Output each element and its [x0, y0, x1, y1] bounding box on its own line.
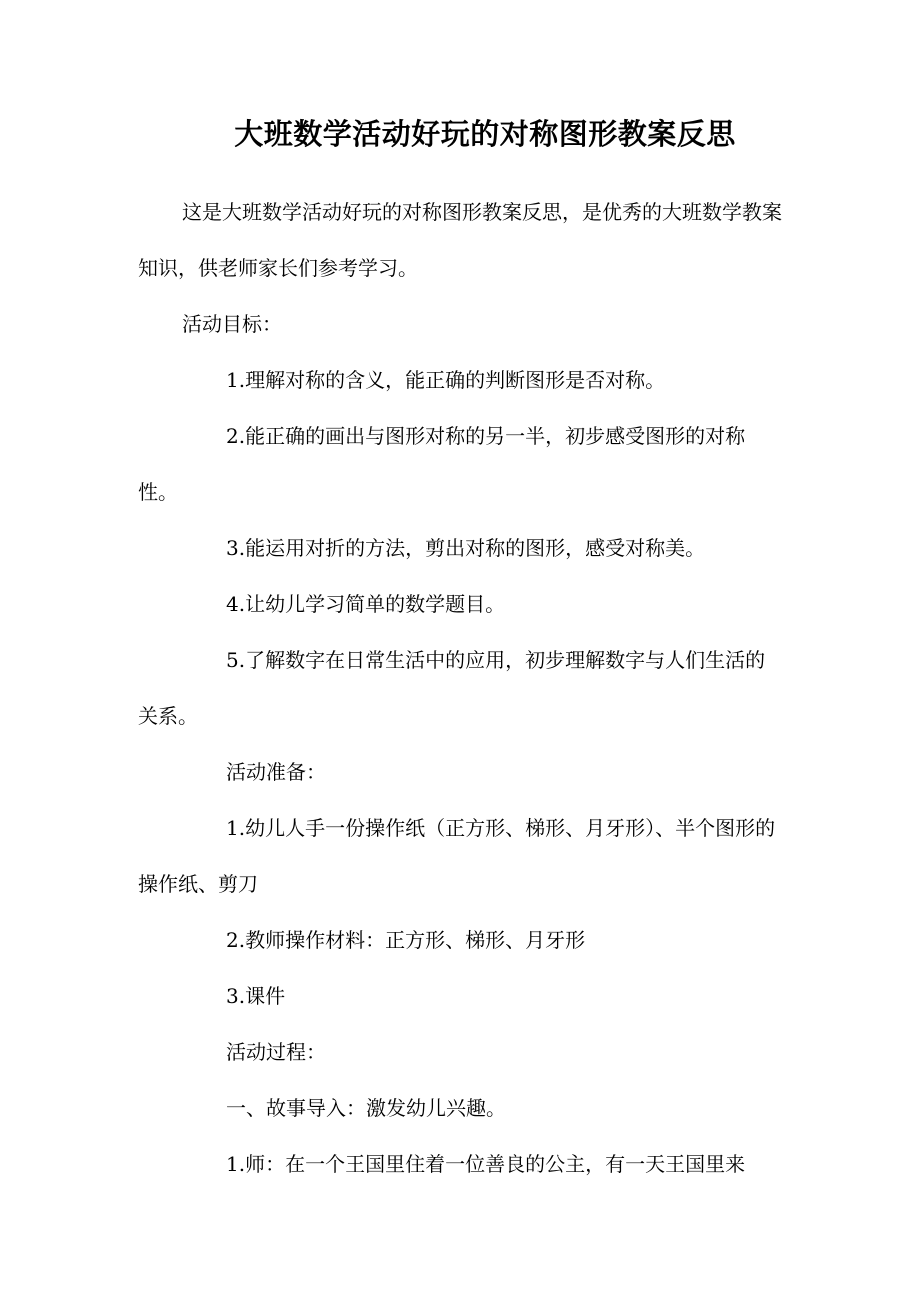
paragraph-goal-4: 4.让幼儿学习简单的数学题目。: [226, 592, 506, 616]
paragraph-process-heading: 活动过程：: [226, 1040, 326, 1064]
paragraph-prep-2: 2.教师操作材料：正方形、梯形、月牙形: [226, 928, 586, 952]
paragraph-goal-3: 3.能运用对折的方法，剪出对称的图形，感受对称美。: [226, 536, 706, 560]
paragraph-prep-3: 3.课件: [226, 984, 286, 1008]
paragraph-process-step-1-1: 1.师：在一个王国里住着一位善良的公主，有一天王国里来: [226, 1152, 746, 1176]
paragraph-prep-1: 1.幼儿人手一份操作纸（正方形、梯形、月牙形）、半个图形的操作纸、剪刀: [138, 816, 776, 896]
paragraph-goal-2: 2.能正确的画出与图形对称的另一半，初步感受图形的对称性。: [138, 424, 746, 504]
document-title: 大班数学活动好玩的对称图形教案反思: [234, 117, 736, 151]
paragraph-goal-1: 1.理解对称的含义，能正确的判断图形是否对称。: [226, 368, 666, 392]
paragraph-goal-5: 5.了解数字在日常生活中的应用，初步理解数字与人们生活的关系。: [138, 648, 766, 728]
paragraph-goals-heading: 活动目标：: [182, 312, 282, 336]
paragraph-process-step-1: 一、故事导入：激发幼儿兴趣。: [226, 1096, 506, 1120]
paragraph-prep-heading: 活动准备：: [226, 760, 326, 784]
paragraph-intro: 这是大班数学活动好玩的对称图形教案反思，是优秀的大班数学教案知识，供老师家长们参考学习。: [138, 200, 782, 280]
